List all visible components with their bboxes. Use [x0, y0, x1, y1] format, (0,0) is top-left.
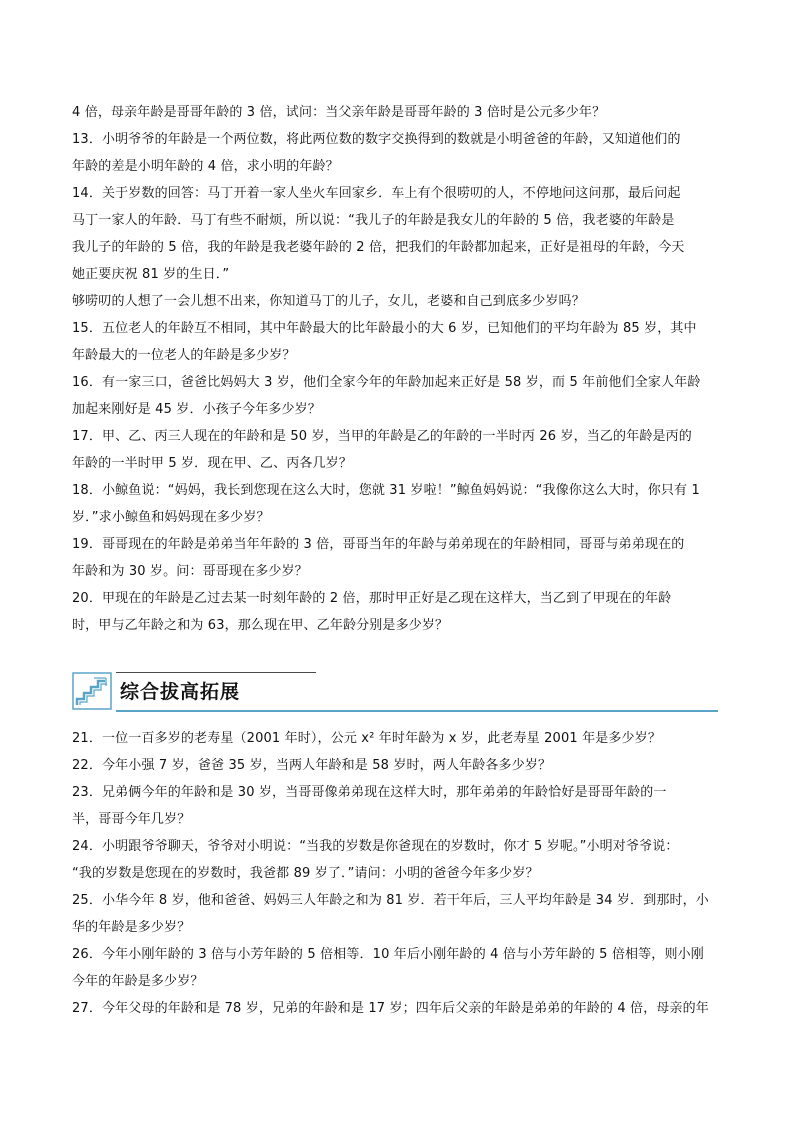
text-line: 年龄的一半时甲 5 岁．现在甲、乙、丙各几岁？ — [72, 456, 352, 471]
text-line: 25．小华今年 8 岁，他和爸爸、妈妈三人年龄之和为 81 岁．若干年后，三人平均年龄是 34 岁．到那时，小 — [72, 893, 709, 908]
text-line: 22．今年小强 7 岁，爸爸 35 岁，当两人年龄和是 58 岁时，两人年龄各多少岁？ — [72, 758, 552, 773]
text-line: 岁．”求小鲸鱼和妈妈现在多少岁？ — [72, 510, 270, 525]
text-line: 23．兄弟俩今年的年龄和是 30 岁，当哥哥像弟弟现在这样大时，那年弟弟的年龄恰好是哥哥年龄的一 — [72, 785, 667, 800]
text-line: 20．甲现在的年龄是乙过去某一时刻年龄的 2 倍，那时甲正好是乙现在这样大，当乙到了甲现在的年龄 — [72, 591, 672, 606]
text-line: 17．甲、乙、丙三人现在的年龄和是 50 岁，当甲的年龄是乙的年龄的一半时丙 26 岁，当乙的年龄是丙的 — [72, 429, 692, 444]
text-line: 26．今年小刚年龄的 3 倍与小芳年龄的 5 倍相等．10 年后小刚年龄的 4 倍与小芳年龄的 5 倍相等，则小刚 — [72, 947, 704, 962]
text-line: 19．哥哥现在的年龄是弟弟当年年龄的 3 倍，哥哥当年的年龄与弟弟现在的年龄相同，哥哥与弟弟现在的 — [72, 537, 685, 552]
text-line: 13．小明爷爷的年龄是一个两位数，将此两位数的数字交换得到的数就是小明爸爸的年龄，又知道他们的 — [72, 132, 681, 147]
text-line: 时，甲与乙年龄之和为 63，那么现在甲、乙年龄分别是多少岁？ — [72, 618, 449, 633]
text-line: 她正要庆祝 81 岁的生日．” — [72, 267, 230, 282]
text-line: 14．关于岁数的回答：马丁开着一家人坐火车回家乡．车上有个很唠叨的人，不停地问这问那，最后问起 — [72, 186, 681, 201]
text-line: 够唠叨的人想了一会儿想不出来，你知道马丁的儿子，女儿，老婆和自己到底多少岁吗？ — [72, 294, 585, 309]
staircase-icon — [72, 672, 112, 710]
text-line: 年龄最大的一位老人的年龄是多少岁？ — [72, 348, 296, 363]
text-line: 18．小鲸鱼说：“妈妈，我长到您现在这么大时，您就 31 岁啦！”鲸鱼妈妈说：“我像你这么大时，你只有 1 — [72, 483, 700, 498]
text-line: 今年的年龄是多少岁？ — [72, 974, 204, 989]
text-line: 27．今年父母的年龄和是 78 岁，兄弟的年龄和是 17 岁；四年后父亲的年龄是弟弟的年龄的 4 倍，母亲的年 — [72, 1001, 709, 1016]
text-line: 16．有一家三口，爸爸比妈妈大 3 岁，他们全家今年的年龄加起来正好是 58 岁，而 5 年前他们全家人年龄 — [72, 375, 701, 390]
text-line: 21．一位一百多岁的老寿星（2001 年时），公元 x² 年时年龄为 x 岁，此老寿星 2001 年是多少岁？ — [72, 731, 661, 746]
text-line: “我的岁数是您现在的岁数时，我爸都 89 岁了．”请问：小明的爸爸今年多少岁？ — [72, 866, 539, 881]
section-title: 综合拔高拓展 — [120, 681, 241, 703]
problem-list-top — [72, 99, 724, 639]
text-line: 我儿子的年龄的 5 倍，我的年龄是我老婆年龄的 2 倍，把我们的年龄都加起来，正好是祖母的年龄，今天 — [72, 240, 685, 255]
text-line: 年龄的差是小明年龄的 4 倍，求小明的年龄？ — [72, 159, 339, 174]
section-bottom-rule — [116, 710, 718, 712]
text-line: 半，哥哥今年几岁？ — [72, 812, 191, 827]
text-line: 马丁一家人的年龄．马丁有些不耐烦，所以说：“我儿子的年龄是我女儿的年龄的 5 倍，我老婆的年龄是 — [72, 213, 675, 228]
text-line: 年龄和为 30 岁。问：哥哥现在多少岁？ — [72, 564, 308, 579]
section-top-rule — [116, 672, 316, 673]
section-header — [72, 670, 720, 714]
text-line: 加起来刚好是 45 岁．小孩子今年多少岁？ — [72, 402, 321, 417]
text-line: 15．五位老人的年龄互不相同，其中年龄最大的比年龄最小的大 6 岁，已知他们的平均年龄为 85 岁，其中 — [72, 321, 697, 336]
text-line: 24．小明跟爷爷聊天，爷爷对小明说：“当我的岁数是你爸现在的岁数时，你才 5 岁呢。”小明对爷爷说： — [72, 839, 679, 854]
text-line: 华的年龄是多少岁？ — [72, 920, 191, 935]
text-line: 4 倍，母亲年龄是哥哥年龄的 3 倍，试问：当父亲年龄是哥哥年龄的 3 倍时是公元多少年？ — [72, 105, 606, 120]
problem-list-bottom — [72, 725, 724, 1022]
